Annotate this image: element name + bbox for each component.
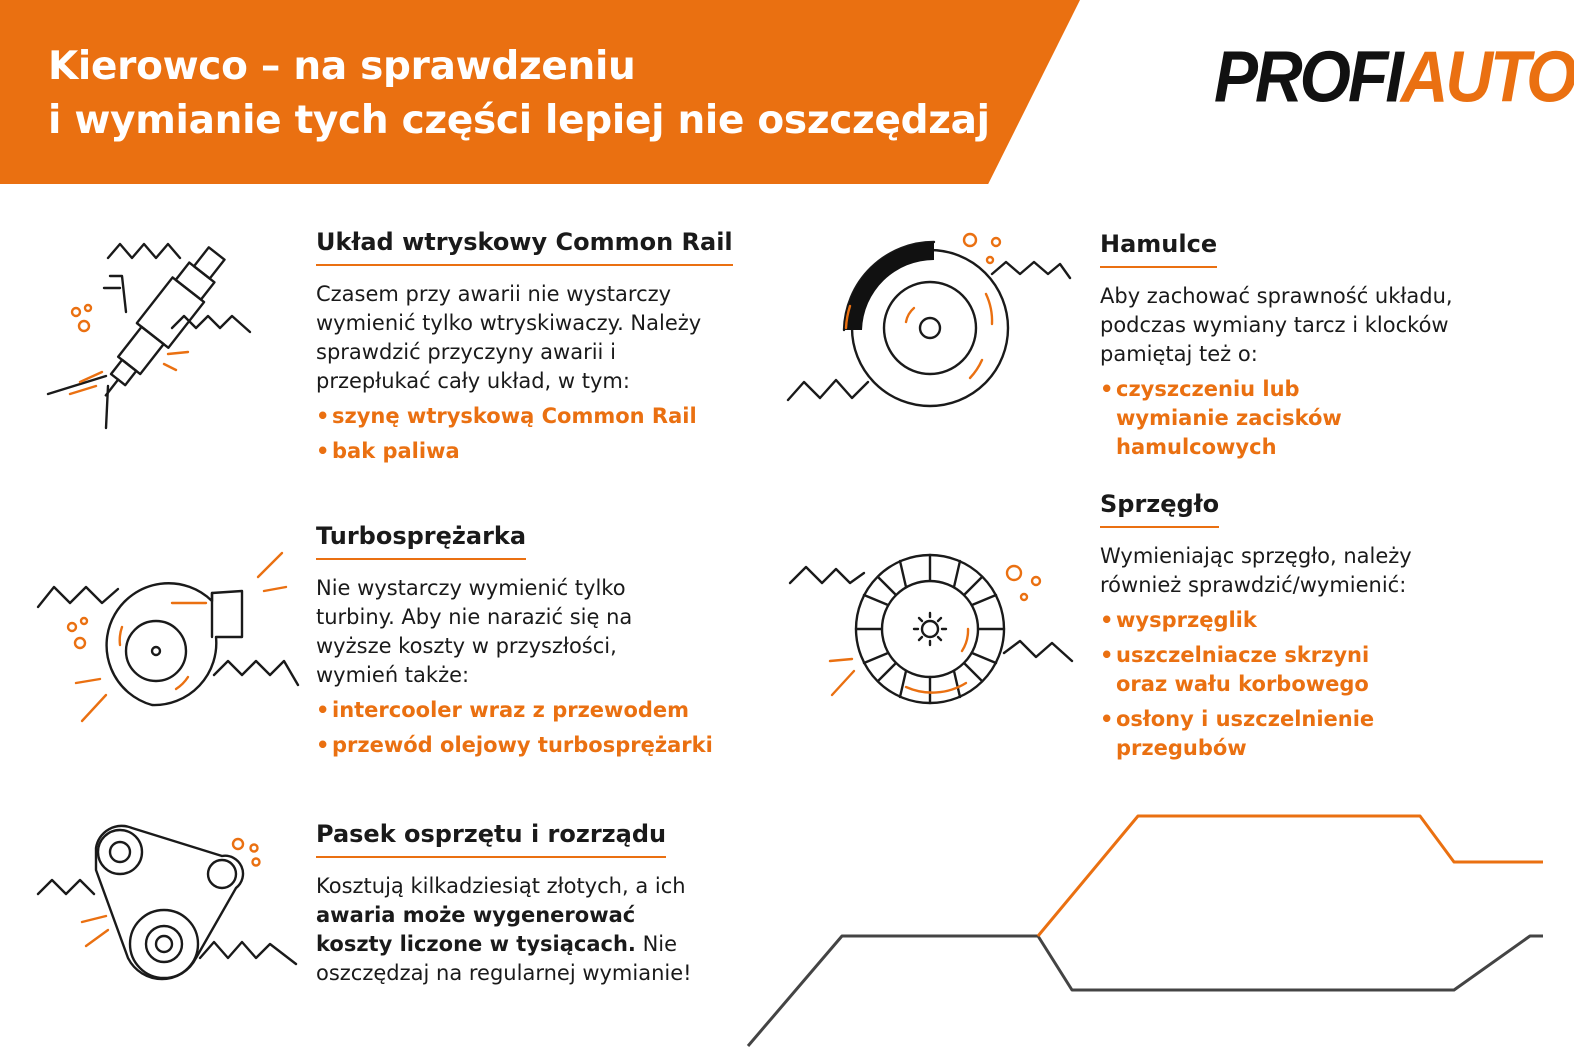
section-text-belt [316, 872, 716, 988]
section-title-brakes: Hamulce [1100, 230, 1217, 268]
list-item: • uszczelniacze skrzyni oraz wału korbowego [1100, 641, 1376, 699]
section-text-turbo: Nie wystarczy wymienić tylko turbiny. Aby nie narazić się na wyższe koszty w przyszłości, wymień także: [316, 576, 633, 687]
belt-text-start: Kosztują kilkadziesiąt złotych, a ich [316, 874, 686, 898]
section-title-clutch: Sprzęgło [1100, 490, 1219, 528]
logo-part-profi: PROFI [1214, 35, 1401, 117]
list-item: • osłony i uszczelnienie przegubów [1100, 705, 1376, 763]
section-list-clutch [1100, 606, 1500, 763]
page-title-line1: Kierowco – na sprawdzeniu [48, 44, 636, 89]
logo-part-auto: AUTO [1400, 35, 1574, 117]
section-text-clutch: Wymieniając sprzęgło, należy również sprawdzić/wymienić: [1100, 544, 1412, 597]
section-belt [316, 820, 736, 988]
fuel-injector-icon [40, 236, 270, 436]
list-item: • przewód olejowy turbosprężarki [316, 731, 736, 760]
page-title-line2: i wymianie tych części lepiej nie oszczędzaj [48, 98, 990, 143]
section-text-common-rail: Czasem przy awarii nie wystarczy wymienić tylko wtryskiwaczy. Należy sprawdzić przyczyny awarii i przepłukać cały układ, w tym: [316, 282, 702, 393]
section-list-brakes [1100, 375, 1500, 462]
section-turbo [316, 522, 736, 760]
list-item: • bak paliwa [316, 437, 736, 466]
section-list-turbo [316, 696, 736, 760]
clutch-disc-icon [788, 545, 1078, 725]
turbocharger-icon [36, 545, 300, 725]
timing-belt-icon [36, 818, 300, 998]
section-list-common-rail [316, 402, 736, 466]
page-title [48, 40, 990, 148]
section-clutch [1100, 490, 1500, 763]
section-text-brakes: Aby zachować sprawność układu, podczas wymiany tarcz i klocków pamiętaj też o: [1100, 284, 1453, 366]
belt-text-end: Nie oszczędzaj na regularnej wymianie! [316, 932, 692, 985]
brake-disc-icon [786, 228, 1076, 408]
profiauto-logo [1214, 32, 1574, 120]
section-title-belt: Pasek osprzętu i rozrządu [316, 820, 666, 858]
section-common-rail [316, 228, 736, 466]
list-item: • szynę wtryskową Common Rail [316, 402, 736, 431]
section-brakes [1100, 230, 1500, 462]
list-item: • wysprzęglik [1100, 606, 1500, 635]
belt-text-bold: awaria może wygenerować koszty liczone w tysiącach. [316, 903, 636, 956]
section-title-turbo: Turbosprężarka [316, 522, 526, 560]
list-item: • intercooler wraz z przewodem [316, 696, 736, 725]
section-title-common-rail: Układ wtryskowy Common Rail [316, 228, 733, 266]
list-item: • czyszczeniu lub wymianie zacisków hamulcowych [1100, 375, 1416, 462]
